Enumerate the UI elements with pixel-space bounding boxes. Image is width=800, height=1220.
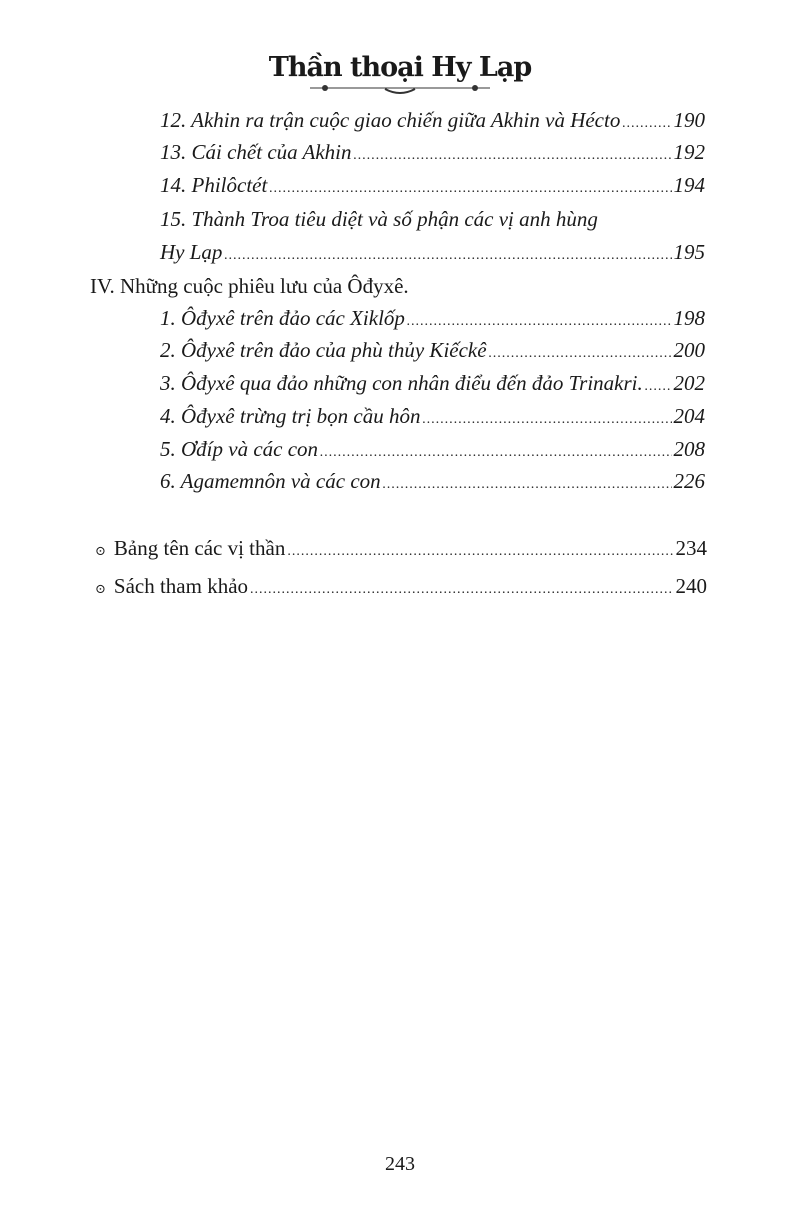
toc-entry[interactable] [160, 437, 705, 462]
entry-page: 240 [675, 574, 707, 598]
entry-page: 204 [673, 404, 705, 428]
entry-label: 4. Ôđyxê trừng trị bọn cầu hôn [160, 404, 421, 428]
entry-page: 192 [673, 140, 705, 164]
entry-page: 226 [673, 469, 705, 493]
toc-entry[interactable] [160, 173, 705, 198]
entry-label: 12. Akhin ra trận cuộc giao chiến giữa Akhin và Hécto [160, 108, 621, 132]
entry-label: 14. Philôctét [160, 173, 268, 197]
entry-page: 195 [673, 240, 705, 264]
book-title: Thần thoại Hy Lạp [268, 52, 532, 83]
page-number: 243 [385, 1153, 415, 1175]
toc-entry[interactable] [160, 404, 705, 429]
entry-label: 3. Ôđyxê qua đảo những con nhân điểu đến đảo Trinakri. [160, 371, 643, 395]
entry-page: 190 [673, 108, 705, 132]
entry-label: Hy Lạp [160, 240, 223, 264]
toc-entry[interactable] [160, 140, 705, 165]
appendix-entry[interactable] [95, 574, 707, 599]
entry-label: 15. Thành Troa tiêu diệt và số phận các vị anh hùng [160, 207, 598, 231]
toc-entry[interactable] [160, 240, 705, 265]
entry-page: 234 [675, 536, 707, 560]
dot-leader [354, 140, 672, 165]
dot-leader [622, 108, 671, 133]
toc-entry-line1[interactable] [160, 207, 705, 232]
toc-entry[interactable] [160, 108, 705, 133]
entry-page: 200 [673, 338, 705, 362]
running-header [0, 52, 800, 97]
entry-page: 194 [673, 173, 705, 197]
dot-leader [287, 536, 673, 561]
entry-page: 198 [673, 306, 705, 330]
dot-leader [383, 469, 672, 494]
entry-page: 208 [673, 437, 705, 461]
dot-leader [224, 240, 671, 265]
dot-leader [269, 173, 671, 198]
dot-leader [645, 371, 672, 396]
dot-leader [489, 338, 672, 363]
bullet-icon: ⊙ [95, 543, 106, 558]
dot-leader [423, 404, 672, 429]
entry-label: 6. Agamemnôn và các con [160, 469, 381, 493]
entry-label: 1. Ôđyxê trên đảo các Xiklốp [160, 306, 405, 330]
entry-label: 5. Ơđíp và các con [160, 437, 319, 461]
entry-page: 202 [673, 371, 705, 395]
entry-label: Sách tham khảo [113, 574, 249, 598]
toc-entry[interactable] [160, 371, 705, 396]
section-heading: IV. Những cuộc phiêu lưu của Ôđyxê. [90, 274, 409, 298]
dot-leader [320, 437, 671, 462]
toc-entry[interactable] [160, 338, 705, 363]
appendix-entry[interactable] [95, 536, 707, 561]
bullet-icon: ⊙ [95, 581, 106, 596]
entry-label: Bảng tên các vị thần [113, 536, 286, 560]
entry-label: 13. Cái chết của Akhin [160, 140, 352, 164]
dot-leader [407, 306, 672, 331]
toc-entry[interactable] [160, 306, 705, 331]
dot-leader [250, 574, 673, 599]
toc-entry[interactable] [160, 469, 705, 494]
ornament-divider [305, 83, 495, 97]
entry-label: 2. Ôđyxê trên đảo của phù thủy Kiếckê [160, 338, 487, 362]
